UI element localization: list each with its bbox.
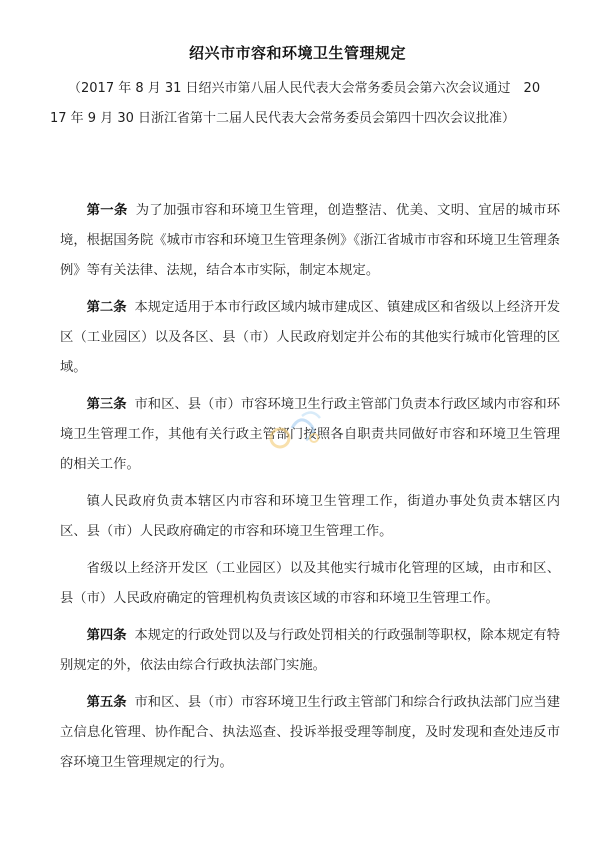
subtitle-line-1: （2017 年 8 月 31 日绍兴市第八届人民代表大会常务委员会第六次会议通过 20 bbox=[68, 81, 541, 96]
article-2 bbox=[60, 293, 560, 383]
subtitle-line-2: 17 年 9 月 30 日浙江省第十二届人民代表大会常务委员会第四十四次会议批准） bbox=[50, 111, 516, 126]
article-text: 本规定适用于本市行政区域内城市建成区、镇建成区和省级以上经济开发区（工业园区）以及各区、县（市）人民政府划定并公布的其他实行城市化管理的区域。 bbox=[60, 300, 561, 375]
paragraph-text: 省级以上经济开发区（工业园区）以及其他实行城市化管理的区域，由市和区、县（市）人民政府确定的管理机构负责该区域的市容和环境卫生管理工作。 bbox=[60, 561, 560, 606]
article-label: 第二条 bbox=[86, 300, 127, 315]
article-4 bbox=[60, 621, 560, 681]
article-3-paragraph-2 bbox=[60, 487, 560, 547]
article-1 bbox=[60, 196, 560, 286]
watermark-logo-icon bbox=[262, 398, 332, 458]
document-body bbox=[60, 196, 560, 785]
article-5 bbox=[60, 688, 560, 778]
article-3-paragraph-3 bbox=[60, 554, 560, 614]
article-text: 市和区、县（市）市容环境卫生行政主管部门和综合行政执法部门应当建立信息化管理、协作配合、执法巡查、投诉举报受理等制度，及时发现和查处违反市容环境卫生管理规定的行为。 bbox=[60, 695, 561, 770]
document-title: 绍兴市市容和环境卫生管理规定 bbox=[188, 44, 406, 62]
article-label: 第三条 bbox=[86, 397, 127, 412]
article-label: 第四条 bbox=[86, 628, 127, 643]
article-label: 第五条 bbox=[86, 695, 127, 710]
article-text: 为了加强市容和环境卫生管理，创造整洁、优美、文明、宜居的城市环境，根据国务院《城市市容和环境卫生管理条例》《浙江省城市市容和环境卫生管理条例》等有关法律、法规，结合本市实际，制定本规定。 bbox=[60, 203, 561, 278]
article-text: 市和区、县（市）市容环境卫生行政主管部门负责本行政区域内市容和环境卫生管理工作，其他有关行政主管部门按照各自职责共同做好市容和环境卫生管理的相关工作。 bbox=[60, 397, 561, 472]
article-label: 第一条 bbox=[86, 203, 128, 218]
article-text: 本规定的行政处罚以及与行政处罚相关的行政强制等职权，除本规定有特别规定的外，依法由综合行政执法部门实施。 bbox=[60, 628, 561, 673]
paragraph-text: 镇人民政府负责本辖区内市容和环境卫生管理工作，街道办事处负责本辖区内区、县（市）人民政府确定的市容和环境卫生管理工作。 bbox=[60, 494, 560, 539]
document-subtitle bbox=[50, 74, 550, 134]
